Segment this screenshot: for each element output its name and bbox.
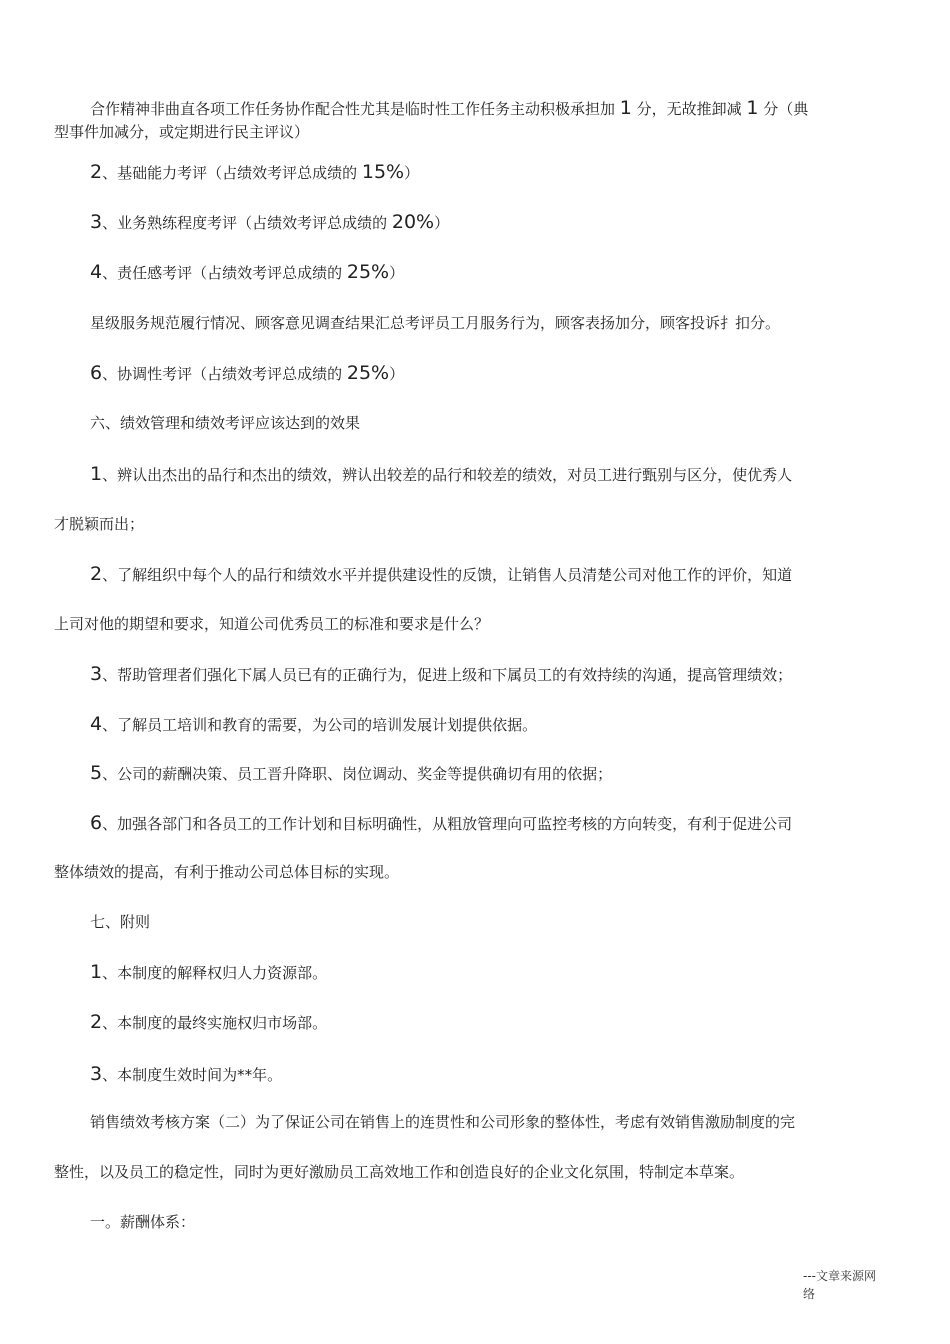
text-line: 6、加强各部门和各员工的工作计划和目标明确性，从粗放管理向可监控考核的方向转变，有利于促进公司 bbox=[90, 812, 793, 834]
text-line: 销售绩效考核方案（二）为了保证公司在销售上的连贯性和公司形象的整体性，考虑有效销售激励制度的完 bbox=[90, 1113, 796, 1131]
text-line: 星级服务规范履行情况、顾客意见调查结果汇总考评员工月服务行为，顾客表扬加分，顾客投诉扌扣分。 bbox=[90, 314, 781, 332]
text-line: 整性，以及员工的稳定性，同时为更好激励员工高效地工作和创造良好的企业文化氛围，特制定本草案。 bbox=[54, 1163, 745, 1181]
text-line: 3、本制度生效时间为**年。 bbox=[90, 1063, 283, 1085]
text-line: 2、基础能力考评（占绩效考评总成绩的 15%） bbox=[90, 161, 420, 183]
section-heading: 一。薪酬体系： bbox=[90, 1213, 196, 1231]
text-line: 3、帮助管理者们强化下属人员已有的正确行为，促进上级和下属员工的有效持续的沟通，提高管理绩效； bbox=[90, 663, 793, 685]
source-footer bbox=[803, 1267, 893, 1303]
text-line: 4、责任感考评（占绩效考评总成绩的 25%） bbox=[90, 261, 405, 283]
text-line: 型事件加减分，或定期进行民主评议） bbox=[54, 123, 310, 141]
text-line: 6、协调性考评（占绩效考评总成绩的 25%） bbox=[90, 362, 405, 384]
footer-line: ---文章来源网 bbox=[803, 1269, 876, 1283]
section-heading: 六、绩效管理和绩效考评应该达到的效果 bbox=[90, 414, 361, 432]
text-line: 整体绩效的提高，有利于推动公司总体目标的实现。 bbox=[54, 863, 400, 881]
text-line: 5、公司的薪酬决策、员工晋升降职、岗位调动、奖金等提供确切有用的依据； bbox=[90, 762, 613, 784]
text-line: 上司对他的期望和要求，知道公司优秀员工的标准和要求是什么？ bbox=[54, 615, 490, 633]
footer-line: 络 bbox=[803, 1287, 816, 1301]
text-line: 2、本制度的最终实施权归市场部。 bbox=[90, 1011, 328, 1033]
text-line: 1、本制度的解释权归人力资源部。 bbox=[90, 961, 328, 983]
section-heading: 七、附则 bbox=[90, 913, 151, 931]
text-line: 2、了解组织中每个人的品行和绩效水平并提供建设性的反馈，让销售人员清楚公司对他工作的评价，知道 bbox=[90, 563, 793, 585]
text-line: 1、辨认出杰出的品行和杰出的绩效，辨认出较差的品行和较差的绩效，对员工进行甄别与区分，使优秀人 bbox=[90, 463, 793, 485]
text-line: 4、了解员工培训和教育的需要，为公司的培训发展计划提供依据。 bbox=[90, 713, 538, 735]
text-line: 才脱颖而出； bbox=[54, 515, 145, 533]
text-line: 3、业务熟练程度考评（占绩效考评总成绩的 20%） bbox=[90, 211, 450, 233]
text-line: 合作精神非曲直各项工作任务协作配合性尤其是临时性工作任务主动积极承担加 1 分，无故推卸减 1 分（典 bbox=[90, 97, 809, 119]
